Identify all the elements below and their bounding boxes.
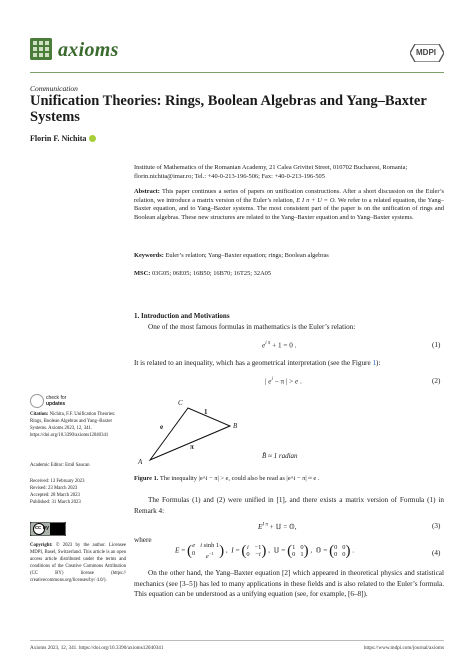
copyright-text: © 2023 by the author. Licensee MDPI, Basel, Switzerland. This article is an open access article distributed under the terms and conditions of the Creative Commons Attribution (CC BY) license (https:// creativecommons.org/licenses/by/ 4.0/). (30, 543, 126, 583)
abstract (134, 188, 444, 223)
equation-1: $e^{i \pi} + 1 = 0$ . (262, 341, 297, 350)
date-published: Published: 31 March 2023 (30, 500, 81, 505)
side-1-label: 1 (204, 408, 208, 416)
msc-label: MSC: (134, 270, 151, 277)
publisher-name: MDPI (416, 48, 436, 57)
affiliation (134, 164, 444, 181)
citation-text: Nichita, F.F. Unification Theories: Rings, Boolean Algebras and Yang–Baxter Systems. Axioms 2023, 12, 341. https://doi.org/10.3390/axioms12040341 (30, 412, 116, 438)
dates-block (30, 478, 126, 506)
abstract-text-2: We refer to a related equation, the Yang–Baxter equation, and to Yang–Baxter systems. The most consistent part of the paper is on the unification of rings and Boolean algebras. These new structures are related to the Yang–Baxter equation and to Yang–Baxter systems. (134, 196, 444, 222)
msc-codes (134, 270, 444, 277)
author-name: Florin F. Nichita (30, 134, 87, 143)
paragraph-4: On the other hand, the Yang–Baxter equation [2] which appeared in theoretical physics and statistical mechanics (see [3–5]) has led to many applications in these fields and is also related to the Euler’s formula. This equation can be understood as a unifying equation (see, for example, [6–8]). (134, 569, 444, 598)
keywords-text: Euler’s relation; Yang–Baxter equation; rings; Boolean algebras (165, 252, 329, 259)
equation-1-number: (1) (432, 341, 441, 349)
equation-3-number: (3) (432, 522, 441, 530)
header-rule (30, 72, 444, 73)
cc-symbol: cc by (35, 525, 50, 531)
abstract-text-1: This paper continues a series of papers on unification constructions. After a short discussion on the Euler’s relation, we introduce a matrix version of the Euler’s relation, (134, 188, 445, 204)
citation-block (30, 411, 126, 439)
equation-3: $E^{I \pi}$ + 𝕌 = 𝕆, (258, 522, 297, 531)
check-updates-line-1: check for (46, 395, 67, 401)
date-revised: Revised: 23 March 2023 (30, 486, 78, 491)
section-heading: 1. Introduction and Motivations (134, 312, 230, 320)
academic-editor: Academic Editor: Emil Saucan (30, 463, 90, 468)
check-updates-icon[interactable] (30, 394, 44, 408)
orcid-icon[interactable] (89, 135, 96, 142)
footer-citation[interactable]: Axioms 2023, 12, 341. https://doi.org/10.3390/axioms12040341 (30, 645, 164, 651)
msc-text: 03G05; 06E05; 16B50; 16B70; 16T25; 32A05 (151, 270, 272, 277)
article-title: Unification Theories: Rings, Boolean Algebras and Yang–Baxter Systems (30, 93, 427, 125)
journal-logo-icon (30, 38, 52, 60)
copyright-label: Copyright: (30, 543, 53, 548)
equation-4-number: (4) (432, 549, 441, 557)
paragraph-2-text: It is related to an inequality, which has a geometrical interpretation (see the Figure (134, 359, 373, 367)
paragraph-1: One of the most famous formulas in mathematics is the Euler’s relation: (148, 323, 356, 331)
vertex-a-label: A (138, 458, 143, 466)
angle-note: B̂ ≈ 1 radian (262, 452, 298, 460)
figure-link[interactable]: 1 (372, 359, 377, 367)
equation-2-number: (2) (432, 377, 441, 385)
date-received: Received: 13 February 2023 (30, 479, 85, 484)
footer-journal-url[interactable]: https://www.mdpi.com/journal/axioms (363, 645, 444, 651)
abstract-label: Abstract: (134, 188, 160, 195)
vertex-c-label: C (178, 399, 183, 407)
article-type: Communication (30, 84, 78, 93)
date-accepted: Accepted: 28 March 2023 (30, 493, 80, 498)
side-e-label: e (160, 423, 164, 431)
cc-license-icon[interactable] (30, 522, 66, 536)
keywords (134, 252, 444, 259)
vertex-b-label: B (233, 422, 238, 430)
check-updates-text[interactable] (46, 395, 66, 407)
copyright-block (30, 542, 126, 584)
affiliation-contact: florin.nichita@imar.ro; Tel.: +40-0-213-196-506; Fax: +40-0-213-196-505 (134, 172, 325, 180)
footer-rule (30, 640, 444, 641)
publisher-logo (410, 44, 444, 62)
affiliation-line: Institute of Mathematics of the Romanian Academy, 21 Calea Grivitei Street, 010702 Bucharest, Romania; (134, 164, 408, 171)
figure-caption-text: The inequality |e^i − π| > e, could also be read as |e^i − π| ≈ e . (159, 475, 320, 482)
paragraph-3: The Formulas (1) and (2) were unified in [1], and there exists a matrix version of Formula (1) in Remark 4: (134, 496, 444, 515)
where-label: where (134, 536, 152, 544)
side-pi-label: π (190, 443, 194, 451)
keywords-label: Keywords: (134, 252, 164, 259)
equation-4: E = ( e i sinh 1 0 $e^{-1}$ ) , I = ( i −1 0 −i ) , 𝕌 = ( 1 0 0 1 ) , 𝕆 = ( 0 0 0 0 ) . (175, 542, 355, 560)
abstract-formula: E I π + U = O. (296, 196, 337, 204)
paragraph-2-end: ): (376, 359, 381, 367)
figure-triangle (130, 396, 280, 468)
check-updates-line-2: updates (46, 401, 66, 407)
figure-caption (134, 475, 444, 482)
figure-caption-label: Figure 1. (134, 475, 159, 482)
equation-2: | $e^i - \pi$ | > e . (265, 377, 302, 386)
citation-label: Citation: (30, 412, 49, 417)
journal-name: axioms (58, 39, 119, 61)
paragraph-2 (134, 358, 444, 369)
